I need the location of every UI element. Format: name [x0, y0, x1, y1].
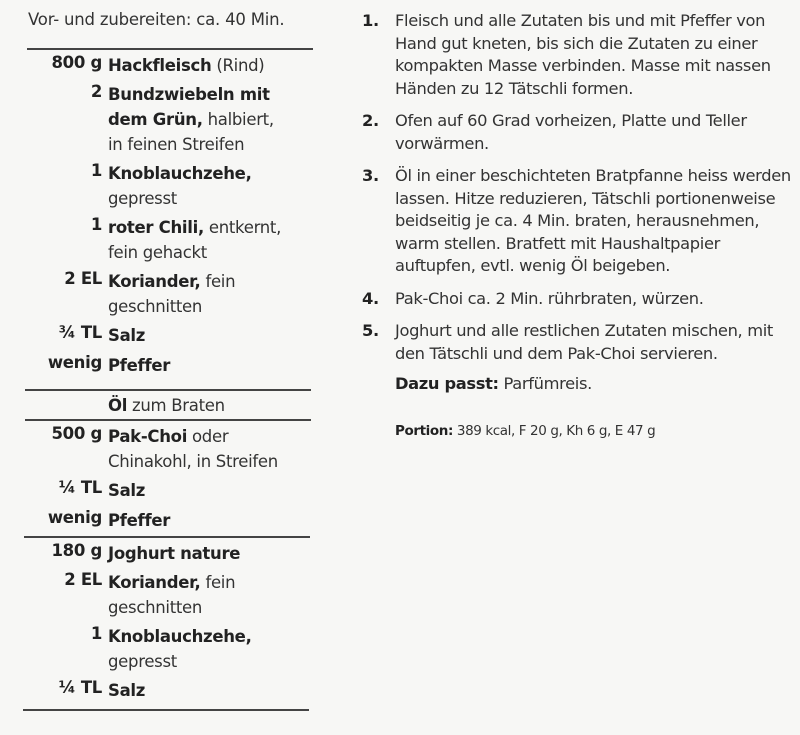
ingredient-group-oil — [24, 393, 314, 418]
step-number: 5. — [362, 321, 379, 340]
ingredient-item — [24, 82, 314, 157]
ingredient-name: Koriander, — [108, 272, 201, 291]
ingredient-group-meat — [24, 53, 314, 378]
divider — [25, 389, 311, 391]
ingredient-name: Joghurt nature — [108, 544, 241, 563]
portion-text: 389 kcal, F 20 g, Kh 6 g, E 47 g — [453, 423, 656, 439]
ingredient-amount: 2 EL — [64, 269, 102, 288]
ingredient-name: Koriander, — [108, 573, 201, 592]
ingredient-amount: wenig — [47, 353, 102, 372]
ingredient-group-sauce — [24, 541, 314, 703]
ingredient-amount: ¾ TL — [58, 323, 102, 342]
ingredient-item — [24, 215, 314, 265]
ingredient-note: oder Chinakohl, in Streifen — [108, 427, 278, 471]
ingredient-amount: ¼ TL — [58, 678, 102, 697]
ingredient-item — [24, 541, 314, 566]
ingredient-group-vegetables — [24, 424, 314, 533]
ingredient-item — [24, 508, 314, 533]
ingredient-item — [24, 393, 314, 418]
ingredient-note: fein geschnitten — [108, 272, 236, 316]
ingredient-amount: 2 — [90, 82, 102, 101]
tip-text: Parfümreis. — [498, 374, 592, 393]
ingredient-name: Pfeffer — [108, 356, 171, 375]
ingredient-item — [24, 424, 314, 474]
ingredient-name: Salz — [108, 326, 146, 345]
ingredient-name: Öl — [108, 396, 128, 415]
ingredient-amount: 500 g — [51, 424, 102, 443]
ingredient-name: Knoblauchzehe, — [108, 627, 252, 646]
ingredient-note: gepresst — [108, 189, 177, 208]
step-item — [362, 110, 792, 155]
ingredient-amount: 180 g — [51, 541, 102, 560]
step-text: Fleisch und alle Zutaten bis und mit Pfeffer von Hand gut kneten, bis sich die Zutaten zu einer kompakten Masse verbinden. Masse mit nassen Händen zu 12 Tätschli formen. — [395, 11, 771, 98]
step-text: Ofen auf 60 Grad vorheizen, Platte und Teller vorwärmen. — [395, 111, 747, 153]
divider — [25, 419, 311, 421]
step-number: 1. — [362, 11, 379, 30]
ingredient-amount: 2 EL — [64, 570, 102, 589]
ingredient-amount: wenig — [47, 508, 102, 527]
ingredient-item — [24, 570, 314, 620]
divider — [23, 709, 309, 711]
tip-label: Dazu passt: — [395, 374, 499, 393]
prep-time: Vor- und zubereiten: ca. 40 Min. — [28, 10, 285, 29]
instructions — [362, 10, 792, 439]
nutrition-info — [395, 423, 792, 439]
step-number: 4. — [362, 288, 379, 308]
ingredient-item — [24, 269, 314, 319]
ingredient-note: (Rind) — [211, 56, 265, 75]
step-item — [362, 165, 792, 278]
ingredient-item — [24, 678, 314, 703]
ingredient-name: Knoblauchzehe, — [108, 164, 252, 183]
ingredient-amount: ¼ TL — [58, 478, 102, 497]
step-item — [362, 320, 792, 365]
ingredient-name: roter Chili, — [108, 218, 204, 237]
step-item — [362, 10, 792, 100]
step-text: Joghurt und alle restlichen Zutaten mischen, mit den Tätschli und dem Pak-Choi servieren. — [395, 321, 773, 363]
divider — [24, 536, 310, 538]
ingredient-amount — [24, 393, 108, 418]
ingredient-name: Bundzwiebeln mit dem Grün, — [108, 85, 270, 129]
step-number: 3. — [362, 166, 379, 185]
ingredient-amount: 800 g — [51, 53, 102, 72]
step-item — [362, 288, 792, 311]
divider — [27, 48, 313, 50]
ingredient-note: gepresst — [108, 652, 177, 671]
ingredient-note: entkernt, fein gehackt — [108, 218, 282, 262]
step-number: 2. — [362, 111, 379, 130]
step-text: Öl in einer beschichteten Bratpfanne heiss werden lassen. Hitze reduzieren, Tätschli portionenweise beidseitig je ca. 4 Min. braten, herausnehmen, warm stellen. Bratfett mit Haushaltpapier auftupfen, evtl. wenig Öl beigeben. — [395, 166, 791, 275]
ingredient-amount: 1 — [90, 161, 102, 180]
portion-label: Portion: — [395, 423, 453, 439]
ingredient-name: Salz — [108, 481, 146, 500]
ingredient-note: zum Braten — [127, 396, 225, 415]
ingredient-name: Pfeffer — [108, 511, 171, 530]
step-text: Pak-Choi ca. 2 Min. rührbraten, würzen. — [395, 288, 704, 308]
ingredient-item — [24, 323, 314, 348]
ingredient-item — [24, 53, 314, 78]
ingredient-amount: 1 — [90, 624, 102, 643]
ingredient-note: fein geschnitten — [108, 573, 236, 617]
ingredient-item — [24, 478, 314, 503]
ingredient-item — [24, 353, 314, 378]
ingredient-name: Hackfleisch — [108, 56, 212, 75]
ingredient-item — [24, 624, 314, 674]
ingredient-note: halbiert, in feinen Streifen — [108, 110, 274, 154]
ingredient-name: Salz — [108, 681, 146, 700]
ingredient-item — [24, 161, 314, 211]
ingredient-amount: 1 — [90, 215, 102, 234]
serving-tip — [395, 373, 792, 395]
ingredient-name: Pak-Choi — [108, 427, 188, 446]
